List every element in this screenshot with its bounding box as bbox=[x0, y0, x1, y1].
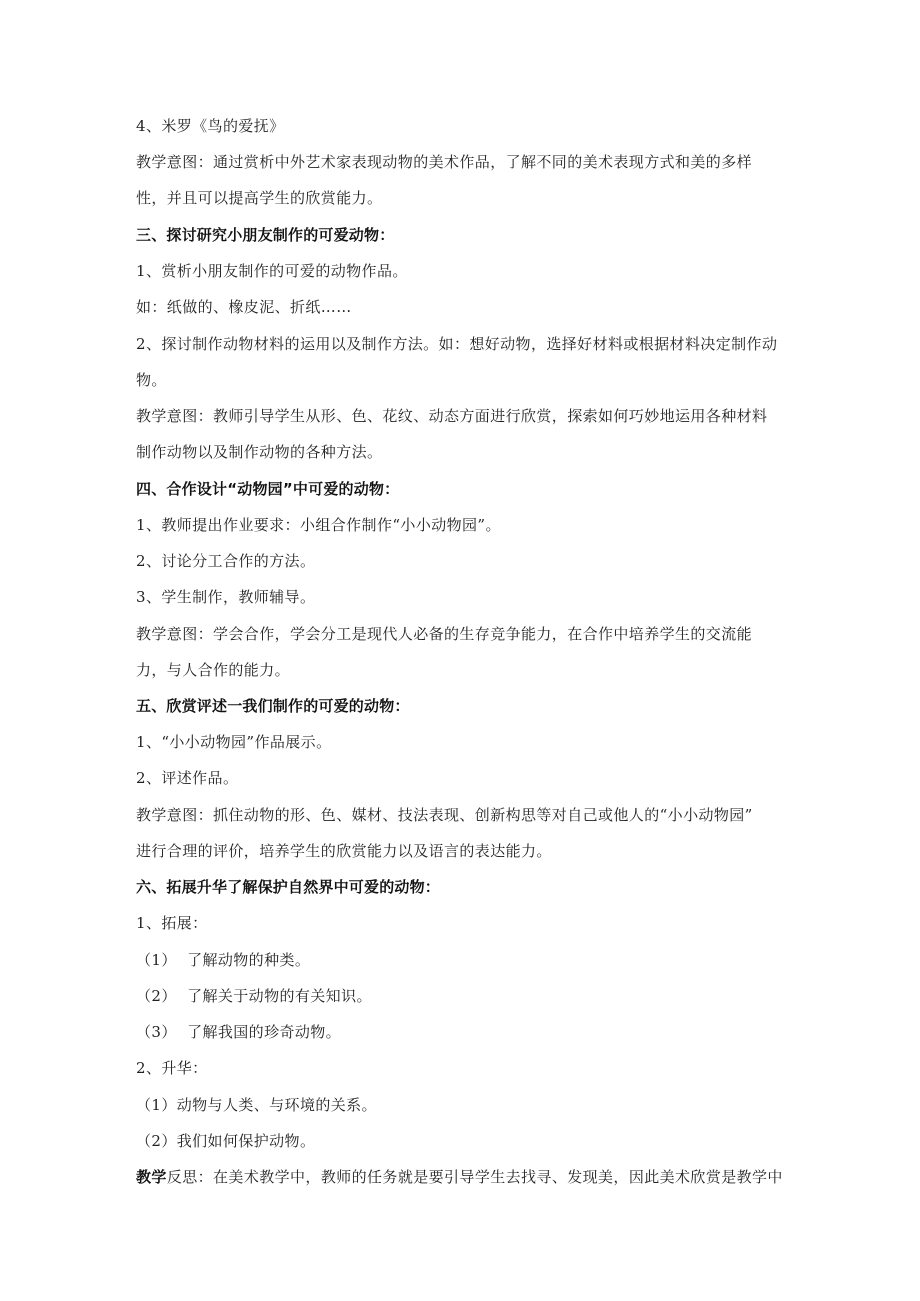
sub-list-item: （3） 了解我国的珍奇动物。 bbox=[136, 1023, 342, 1041]
section-heading-5: 五、欣赏评述一我们制作的可爱的动物： bbox=[136, 697, 410, 715]
list-item: 2、升华： bbox=[136, 1059, 208, 1077]
teaching-intent-paragraph: 教学意图：抓住动物的形、色、媒材、技法表现、创新构思等对自己或他人的“小小动物园” bbox=[136, 806, 753, 824]
example-line: 如：纸做的、橡皮泥、折纸…… bbox=[136, 298, 352, 316]
sub-list-item: （1） 了解动物的种类。 bbox=[136, 951, 311, 969]
section-heading-3: 三、探讨研究小朋友制作的可爱动物： bbox=[136, 226, 395, 244]
list-item: 1、教师提出作业要求：小组合作制作“小小动物园”。 bbox=[136, 516, 501, 534]
reflection-text: 反思：在美术教学中，教师的任务就是要引导学生去找寻、发现美，因此美术欣赏是教学中 bbox=[166, 1168, 783, 1186]
artwork-item-miro: 4、米罗《鸟的爱抚》 bbox=[136, 117, 285, 135]
list-item: 2、讨论分工合作的方法。 bbox=[136, 552, 316, 570]
list-item: 物。 bbox=[136, 371, 167, 389]
sub-list-item: （1）动物与人类、与环境的关系。 bbox=[136, 1096, 377, 1114]
list-item: 1、“小小动物园”作品展示。 bbox=[136, 733, 332, 751]
teaching-intent-paragraph: 教学意图：教师引导学生从形、色、花纹、动态方面进行欣赏，探索如何巧妙地运用各种材料 bbox=[136, 407, 768, 425]
teaching-intent-paragraph: 力，与人合作的能力。 bbox=[136, 661, 291, 679]
list-item: 1、拓展： bbox=[136, 914, 208, 932]
sub-list-item: （2） 了解关于动物的有关知识。 bbox=[136, 987, 372, 1005]
list-item: 2、探讨制作动物材料的运用以及制作方法。如：想好动物，选择好材料或根据材料决定制作动 bbox=[136, 335, 778, 353]
reflection-lead-bold: 教学 bbox=[136, 1168, 167, 1186]
sub-list-item: （2）我们如何保护动物。 bbox=[136, 1132, 316, 1150]
list-item: 3、学生制作，教师辅导。 bbox=[136, 588, 316, 606]
teaching-reflection-paragraph bbox=[136, 1167, 783, 1187]
list-item: 2、评述作品。 bbox=[136, 769, 239, 787]
teaching-intent-paragraph: 进行合理的评价，培养学生的欣赏能力以及语言的表达能力。 bbox=[136, 842, 552, 860]
section-heading-6: 六、拓展升华了解保护自然界中可爱的动物： bbox=[136, 878, 441, 896]
list-item: 1、赏析小朋友制作的可爱的动物作品。 bbox=[136, 262, 408, 280]
section-heading-4: 四、合作设计“动物园”中可爱的动物： bbox=[136, 480, 400, 498]
teaching-intent-paragraph: 教学意图：通过赏析中外艺术家表现动物的美术作品，了解不同的美术表现方式和美的多样 bbox=[136, 153, 753, 171]
teaching-intent-paragraph: 制作动物以及制作动物的各种方法。 bbox=[136, 443, 383, 461]
teaching-intent-paragraph: 性，并且可以提高学生的欣赏能力。 bbox=[136, 189, 383, 207]
teaching-intent-paragraph: 教学意图：学会合作，学会分工是现代人必备的生存竞争能力，在合作中培养学生的交流能 bbox=[136, 625, 753, 643]
